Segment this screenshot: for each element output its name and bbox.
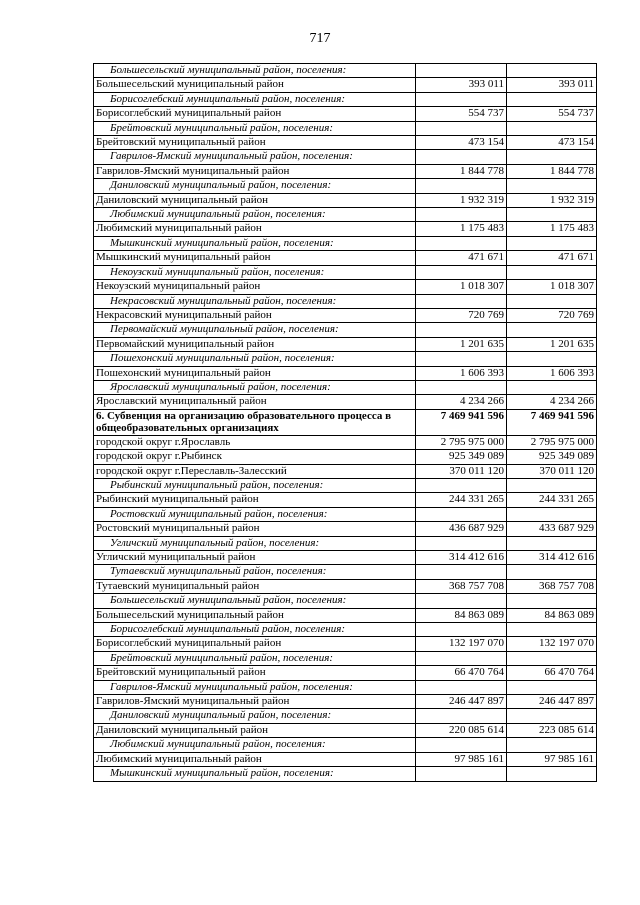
row-value-1-cell: 4 234 266	[416, 395, 507, 409]
row-value-2-cell	[507, 265, 597, 279]
row-value-1-cell: 436 687 929	[416, 522, 507, 536]
row-name-cell: Брейтовский муниципальный район, поселения:	[94, 121, 416, 135]
row-value-2-cell: 370 011 120	[507, 464, 597, 478]
row-value-2-cell: 1 606 393	[507, 366, 597, 380]
row-name-cell: городской округ г.Ярославль	[94, 435, 416, 449]
row-name-cell: Пошехонский муниципальный район	[94, 366, 416, 380]
row-value-1-cell: 1 018 307	[416, 280, 507, 294]
row-value-2-cell: 1 175 483	[507, 222, 597, 236]
row-value-2-cell	[507, 323, 597, 337]
row-name-cell: Гаврилов-Ямский муниципальный район, поселения:	[94, 150, 416, 164]
table-row	[94, 395, 597, 409]
row-name-cell: Брейтовский муниципальный район	[94, 136, 416, 150]
row-value-2-cell	[507, 64, 597, 78]
row-name-cell: Тутаевский муниципальный район, поселения:	[94, 565, 416, 579]
row-value-2-cell	[507, 294, 597, 308]
row-value-2-cell: 1 932 319	[507, 193, 597, 207]
table-row	[94, 251, 597, 265]
row-value-2-cell	[507, 352, 597, 366]
row-name-cell: Ростовский муниципальный район	[94, 522, 416, 536]
row-value-2-cell: 368 757 708	[507, 579, 597, 593]
row-value-1-cell	[416, 738, 507, 752]
table-subheading-row	[94, 738, 597, 752]
table-row	[94, 337, 597, 351]
row-value-2-cell: 720 769	[507, 308, 597, 322]
row-value-1-cell	[416, 594, 507, 608]
row-value-2-cell	[507, 236, 597, 250]
row-value-2-cell: 473 154	[507, 136, 597, 150]
row-value-2-cell: 244 331 265	[507, 493, 597, 507]
row-value-1-cell	[416, 565, 507, 579]
row-value-1-cell	[416, 767, 507, 781]
row-value-2-cell	[507, 623, 597, 637]
row-value-2-cell: 84 863 089	[507, 608, 597, 622]
row-value-1-cell	[416, 208, 507, 222]
table-subheading-row	[94, 294, 597, 308]
row-name-cell: Любимский муниципальный район	[94, 752, 416, 766]
row-value-2-cell	[507, 150, 597, 164]
row-value-2-cell: 925 349 089	[507, 450, 597, 464]
row-name-cell: Брейтовский муниципальный район, поселения:	[94, 651, 416, 665]
row-value-1-cell: 554 737	[416, 107, 507, 121]
row-value-1-cell	[416, 507, 507, 521]
row-name-cell: 6. Субвенция на организацию образовательного процесса в общеобразовательных организациях	[94, 409, 416, 435]
table-row	[94, 579, 597, 593]
row-value-1-cell: 220 085 614	[416, 723, 507, 737]
table-subheading-row	[94, 92, 597, 106]
table-subheading-row	[94, 208, 597, 222]
row-name-cell: Гаврилов-Ямский муниципальный район	[94, 695, 416, 709]
row-name-cell: городской округ г.Переславль-Залесский	[94, 464, 416, 478]
row-name-cell: Большесельский муниципальный район	[94, 78, 416, 92]
row-value-2-cell: 433 687 929	[507, 522, 597, 536]
row-value-2-cell	[507, 121, 597, 135]
row-name-cell: городской округ г.Рыбинск	[94, 450, 416, 464]
row-value-1-cell: 1 606 393	[416, 366, 507, 380]
row-value-2-cell	[507, 380, 597, 394]
row-value-2-cell: 1 844 778	[507, 164, 597, 178]
row-name-cell: Большесельский муниципальный район, поселения:	[94, 64, 416, 78]
row-name-cell: Борисоглебский муниципальный район	[94, 107, 416, 121]
row-name-cell: Некрасовский муниципальный район, поселения:	[94, 294, 416, 308]
row-name-cell: Большесельский муниципальный район	[94, 608, 416, 622]
row-value-1-cell: 2 795 975 000	[416, 435, 507, 449]
table-section-row	[94, 409, 597, 435]
row-name-cell: Ростовский муниципальный район, поселения:	[94, 507, 416, 521]
row-name-cell: Гаврилов-Ямский муниципальный район, поселения:	[94, 680, 416, 694]
row-name-cell: Большесельский муниципальный район, поселения:	[94, 594, 416, 608]
row-name-cell: Гаврилов-Ямский муниципальный район	[94, 164, 416, 178]
table-row	[94, 522, 597, 536]
table-subheading-row	[94, 651, 597, 665]
row-value-1-cell	[416, 352, 507, 366]
budget-table	[93, 63, 597, 782]
table-row	[94, 637, 597, 651]
row-value-1-cell	[416, 709, 507, 723]
row-name-cell: Любимский муниципальный район, поселения:	[94, 738, 416, 752]
row-value-2-cell: 1 018 307	[507, 280, 597, 294]
table-row	[94, 222, 597, 236]
row-value-1-cell: 473 154	[416, 136, 507, 150]
table-subheading-row	[94, 478, 597, 492]
row-value-2-cell: 66 470 764	[507, 666, 597, 680]
table-subheading-row	[94, 594, 597, 608]
row-value-1-cell: 1 844 778	[416, 164, 507, 178]
table-subheading-row	[94, 265, 597, 279]
row-value-1-cell	[416, 64, 507, 78]
row-value-1-cell: 368 757 708	[416, 579, 507, 593]
table-subheading-row	[94, 64, 597, 78]
row-value-2-cell: 7 469 941 596	[507, 409, 597, 435]
table-row	[94, 752, 597, 766]
table-row	[94, 78, 597, 92]
row-name-cell: Рыбинский муниципальный район, поселения:	[94, 478, 416, 492]
table-subheading-row	[94, 767, 597, 781]
row-value-1-cell	[416, 121, 507, 135]
row-value-1-cell: 1 175 483	[416, 222, 507, 236]
row-name-cell: Рыбинский муниципальный район	[94, 493, 416, 507]
row-value-1-cell	[416, 623, 507, 637]
row-value-1-cell	[416, 236, 507, 250]
row-value-2-cell: 471 671	[507, 251, 597, 265]
row-value-1-cell: 1 201 635	[416, 337, 507, 351]
row-name-cell: Даниловский муниципальный район, поселения:	[94, 709, 416, 723]
row-name-cell: Любимский муниципальный район, поселения:	[94, 208, 416, 222]
table-row	[94, 193, 597, 207]
table-row	[94, 493, 597, 507]
row-value-2-cell	[507, 594, 597, 608]
row-value-1-cell: 244 331 265	[416, 493, 507, 507]
row-value-1-cell	[416, 92, 507, 106]
table-row	[94, 107, 597, 121]
table-subheading-row	[94, 323, 597, 337]
row-value-1-cell	[416, 179, 507, 193]
row-value-1-cell	[416, 380, 507, 394]
row-name-cell: Некоузский муниципальный район	[94, 280, 416, 294]
row-name-cell: Первомайский муниципальный район, поселения:	[94, 323, 416, 337]
row-name-cell: Ярославский муниципальный район, поселения:	[94, 380, 416, 394]
row-value-1-cell	[416, 150, 507, 164]
row-value-1-cell: 370 011 120	[416, 464, 507, 478]
row-name-cell: Мышкинский муниципальный район, поселения:	[94, 767, 416, 781]
table-subheading-row	[94, 507, 597, 521]
row-value-2-cell	[507, 478, 597, 492]
row-value-2-cell	[507, 709, 597, 723]
table-row	[94, 551, 597, 565]
row-value-2-cell	[507, 92, 597, 106]
row-value-1-cell	[416, 294, 507, 308]
row-value-1-cell: 393 011	[416, 78, 507, 92]
table-subheading-row	[94, 150, 597, 164]
table-row	[94, 308, 597, 322]
table-row	[94, 666, 597, 680]
table-row	[94, 450, 597, 464]
table-row	[94, 136, 597, 150]
table-row	[94, 723, 597, 737]
table-row	[94, 280, 597, 294]
table-row	[94, 435, 597, 449]
table-subheading-row	[94, 623, 597, 637]
row-name-cell: Угличский муниципальный район	[94, 551, 416, 565]
table-subheading-row	[94, 709, 597, 723]
row-value-2-cell: 1 201 635	[507, 337, 597, 351]
table-subheading-row	[94, 565, 597, 579]
row-value-1-cell: 7 469 941 596	[416, 409, 507, 435]
row-value-2-cell	[507, 179, 597, 193]
row-value-1-cell	[416, 651, 507, 665]
row-name-cell: Даниловский муниципальный район	[94, 723, 416, 737]
table-subheading-row	[94, 680, 597, 694]
row-value-1-cell	[416, 536, 507, 550]
row-value-2-cell: 246 447 897	[507, 695, 597, 709]
table-row	[94, 164, 597, 178]
table-subheading-row	[94, 121, 597, 135]
row-value-1-cell: 66 470 764	[416, 666, 507, 680]
table-subheading-row	[94, 352, 597, 366]
row-value-2-cell	[507, 738, 597, 752]
row-value-2-cell: 554 737	[507, 107, 597, 121]
row-value-2-cell: 314 412 616	[507, 551, 597, 565]
table-subheading-row	[94, 536, 597, 550]
row-name-cell: Некрасовский муниципальный район	[94, 308, 416, 322]
row-value-2-cell	[507, 565, 597, 579]
row-value-2-cell: 393 011	[507, 78, 597, 92]
row-name-cell: Борисоглебский муниципальный район	[94, 637, 416, 651]
row-value-1-cell: 246 447 897	[416, 695, 507, 709]
row-value-2-cell	[507, 208, 597, 222]
row-value-1-cell	[416, 478, 507, 492]
row-value-2-cell	[507, 651, 597, 665]
row-name-cell: Борисоглебский муниципальный район, поселения:	[94, 623, 416, 637]
table-row	[94, 608, 597, 622]
row-name-cell: Мышкинский муниципальный район	[94, 251, 416, 265]
row-name-cell: Тутаевский муниципальный район	[94, 579, 416, 593]
table-row	[94, 366, 597, 380]
row-value-1-cell	[416, 680, 507, 694]
row-value-2-cell: 223 085 614	[507, 723, 597, 737]
row-value-1-cell: 314 412 616	[416, 551, 507, 565]
row-name-cell: Даниловский муниципальный район	[94, 193, 416, 207]
row-value-1-cell: 720 769	[416, 308, 507, 322]
row-name-cell: Угличский муниципальный район, поселения:	[94, 536, 416, 550]
page-number: 717	[309, 31, 331, 46]
row-name-cell: Даниловский муниципальный район, поселения:	[94, 179, 416, 193]
row-value-1-cell: 97 985 161	[416, 752, 507, 766]
row-value-2-cell: 97 985 161	[507, 752, 597, 766]
row-name-cell: Ярославский муниципальный район	[94, 395, 416, 409]
row-name-cell: Брейтовский муниципальный район	[94, 666, 416, 680]
table-subheading-row	[94, 236, 597, 250]
row-value-2-cell	[507, 767, 597, 781]
row-value-1-cell: 84 863 089	[416, 608, 507, 622]
row-value-2-cell	[507, 680, 597, 694]
row-value-2-cell: 2 795 975 000	[507, 435, 597, 449]
table-row	[94, 695, 597, 709]
row-name-cell: Первомайский муниципальный район	[94, 337, 416, 351]
row-name-cell: Любимский муниципальный район	[94, 222, 416, 236]
row-value-1-cell: 1 932 319	[416, 193, 507, 207]
row-value-2-cell: 132 197 070	[507, 637, 597, 651]
row-value-1-cell: 132 197 070	[416, 637, 507, 651]
row-name-cell: Мышкинский муниципальный район, поселения:	[94, 236, 416, 250]
row-value-1-cell: 471 671	[416, 251, 507, 265]
row-value-2-cell	[507, 507, 597, 521]
table-subheading-row	[94, 380, 597, 394]
row-value-1-cell	[416, 265, 507, 279]
row-value-1-cell	[416, 323, 507, 337]
row-name-cell: Борисоглебский муниципальный район, поселения:	[94, 92, 416, 106]
row-name-cell: Пошехонский муниципальный район, поселения:	[94, 352, 416, 366]
row-name-cell: Некоузский муниципальный район, поселения:	[94, 265, 416, 279]
row-value-1-cell: 925 349 089	[416, 450, 507, 464]
row-value-2-cell	[507, 536, 597, 550]
row-value-2-cell: 4 234 266	[507, 395, 597, 409]
table-row	[94, 464, 597, 478]
table-subheading-row	[94, 179, 597, 193]
